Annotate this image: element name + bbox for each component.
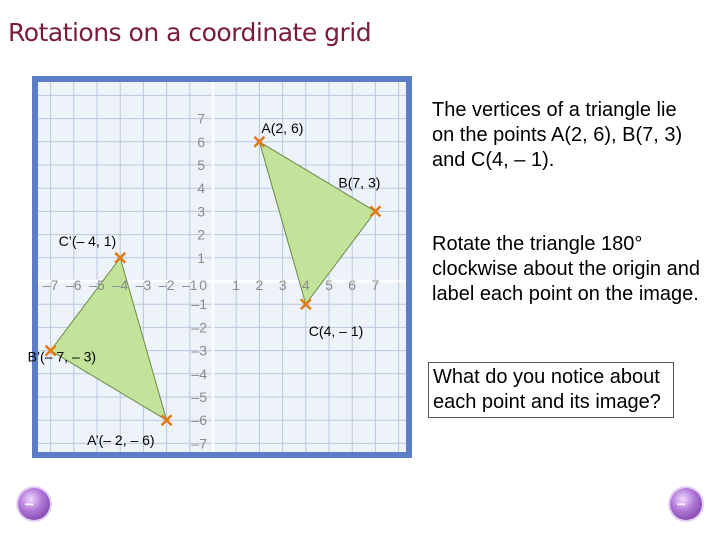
y-tick-label: 3 [197,203,205,220]
x-tick-label: 4 [301,277,310,293]
x-tick-label: 1 [232,277,241,293]
x-tick-label: –6 [66,277,82,293]
y-tick-label: –5 [191,389,207,405]
previous-slide-button[interactable] [18,488,50,520]
y-tick-label: 5 [197,157,205,173]
next-dots-icon: ••• [677,500,686,509]
prev-dots-icon: ••• [25,500,34,509]
y-tick-label: –3 [191,342,207,359]
label-b: B(7, 3) [338,174,381,191]
x-tick-label: –3 [135,277,152,293]
x-tick-label: 6 [348,277,357,293]
label-a: A(2, 6) [261,119,304,136]
x-tick-label: 3 [278,277,287,293]
x-tick-label: –5 [89,277,105,293]
instruction-vertices: The vertices of a triangle lie on the points A(2, 6), B(7, 3) and C(4, – 1). [432,99,683,171]
label-c-prime: C’(– 4, 1) [58,232,117,249]
page-title: Rotations on a coordinate grid [8,18,372,47]
next-slide-button[interactable] [670,488,702,520]
x-tick-label: 7 [371,277,380,293]
y-tick-label: 4 [197,180,205,197]
y-tick-label: –1 [191,296,207,313]
x-tick-label: 5 [325,277,333,293]
y-tick-label: 6 [197,133,205,150]
label-c: C(4, – 1) [308,323,364,340]
coordinate-grid [27,82,406,452]
x-tick-label: –1 [182,277,198,293]
y-tick-label: –2 [191,319,207,336]
grid-svg [27,82,406,452]
label-a-prime: A’(– 2, – 6) [87,432,155,449]
x-tick-label: 2 [255,277,264,293]
y-tick-label: 2 [197,226,205,243]
y-tick-label: 7 [197,110,205,127]
x-tick-label: –2 [158,277,175,293]
x-tick-label: –7 [42,277,59,293]
y-tick-label: 1 [197,249,205,266]
question-box: What do you notice about each point and its image? [428,362,674,418]
y-tick-label: –7 [191,435,207,452]
instruction-rotate: Rotate the triangle 180° clockwise about the origin and label each point on the image. [432,233,700,305]
coordinate-grid-frame [27,76,412,458]
y-tick-label: –4 [191,365,207,382]
x-tick-label: –4 [112,277,128,293]
y-tick-label: –6 [191,412,207,429]
origin-label: 0 [199,277,207,293]
label-b-prime: B’(– 7, – 3) [27,348,97,365]
